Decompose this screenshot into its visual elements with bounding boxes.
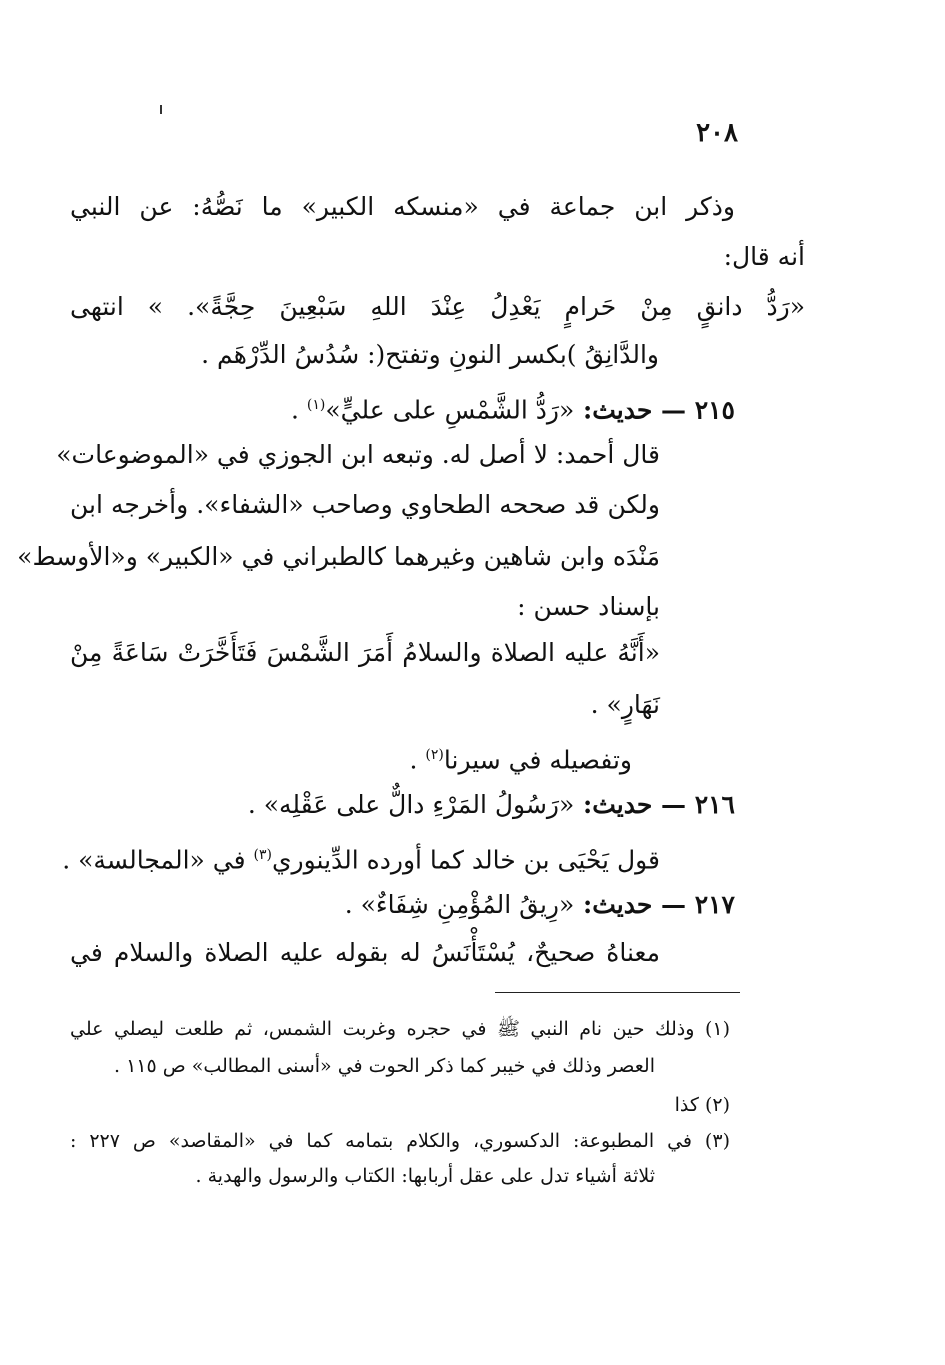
hadith-number: ٢١٧ — bbox=[652, 890, 735, 919]
body-line-9: بإسناد حسن : bbox=[517, 592, 660, 621]
body-line-14 bbox=[62, 838, 660, 877]
hadith-number: ٢١٦ — bbox=[652, 790, 735, 819]
body-line-6: قال أحمد: لا أصل له. وتبعه ابن الجوزي في «الموضوعات» bbox=[56, 440, 660, 469]
line-end: . bbox=[409, 745, 426, 775]
footnote-1-line-1: (١) وذلك حين نام النبي ﷺ في حجره وغربت الشمس، ثم طلعت ليصلي علي bbox=[70, 1018, 730, 1040]
body-line-3: «رَدُّ دانقٍ مِنْ حَرامٍ يَعْدِلُ عِنْدَ اللهِ سَبْعِينَ حِجَّةً». » انتهى bbox=[70, 292, 805, 321]
footnote-2: (٢) كذا bbox=[674, 1094, 730, 1116]
line-text: قول يَحْيَى بن خالد كما أورده الدِّينوري bbox=[271, 845, 660, 875]
footnote-ref: (١) bbox=[306, 397, 326, 413]
footnote-separator bbox=[495, 992, 740, 993]
footnote-1-line-2: العصر وذلك في خيبر كما ذكر الحوت في «أسنى المطالب» ص ١١٥ . bbox=[113, 1055, 655, 1077]
body-line-11: نَهَارٍ» . bbox=[590, 690, 660, 719]
line-text: وتفصيله في سيرنا bbox=[443, 745, 632, 775]
hadith-number: ٢١٥ — bbox=[652, 395, 735, 425]
hadith-215-heading bbox=[291, 388, 735, 427]
hadith-keyword: حديث: bbox=[574, 790, 653, 819]
scan-mark bbox=[160, 105, 162, 114]
body-line-12 bbox=[410, 738, 633, 777]
body-line-16: معناهُ صحيحٌ، يُسْتَأْنَسُ له بقوله عليه الصلاة والسلام في bbox=[70, 938, 660, 967]
hadith-216-heading bbox=[248, 788, 735, 822]
body-line-1: وذكر ابن جماعة في «منسكه الكبير» ما نَصُّهُ: عن النبي bbox=[70, 192, 735, 221]
body-line-2: أنه قال: bbox=[723, 242, 805, 271]
hadith-217-heading bbox=[345, 888, 735, 922]
footnote-3-line-1: (٣) في المطبوعة: الدكسوري، والكلام بتمامه كما في «المقاصد» ص ٢٢٧ : bbox=[70, 1130, 730, 1152]
line-end: في «المجالسة» . bbox=[62, 845, 254, 875]
hadith-text: «رَسُولُ المَرْءِ دالٌّ على عَقْلِه» . bbox=[247, 790, 575, 819]
footnote-ref: (٢) bbox=[425, 747, 444, 763]
hadith-text: «رَدُّ الشَّمْسِ على عليٍّ» bbox=[325, 395, 575, 425]
hadith-end: . bbox=[291, 395, 307, 425]
footnote-3-line-2: ثلاثة أشياء تدل على عقل أربابها: الكتاب والرسول والهدية . bbox=[195, 1165, 655, 1187]
body-line-8: مَنْدَه وابن شاهين وغيرهما كالطبراني في «الكبير» و«الأوسط» bbox=[17, 542, 660, 571]
footnote-ref: (٣) bbox=[253, 847, 272, 863]
body-line-10: «أَنَّهُ عليه الصلاة والسلامُ أَمَرَ الشَّمْسَ فَتَأَخَّرَتْ سَاعَةً مِنْ bbox=[70, 638, 660, 667]
hadith-text: «رِيقُ المُؤْمِنِ شِفَاءٌ» . bbox=[344, 890, 575, 919]
body-line-7: ولكن قد صححه الطحاوي وصاحب «الشفاء». وأخرجه ابن bbox=[70, 490, 660, 519]
page-number: ٢٠٨ bbox=[696, 118, 738, 148]
hadith-keyword: حديث: bbox=[574, 395, 653, 425]
hadith-keyword: حديث: bbox=[574, 890, 653, 919]
body-line-4: والدَّانِقُ )بكسر النونِ وتفتح(: سُدُسُ الدِّرْهَم . bbox=[201, 340, 659, 369]
